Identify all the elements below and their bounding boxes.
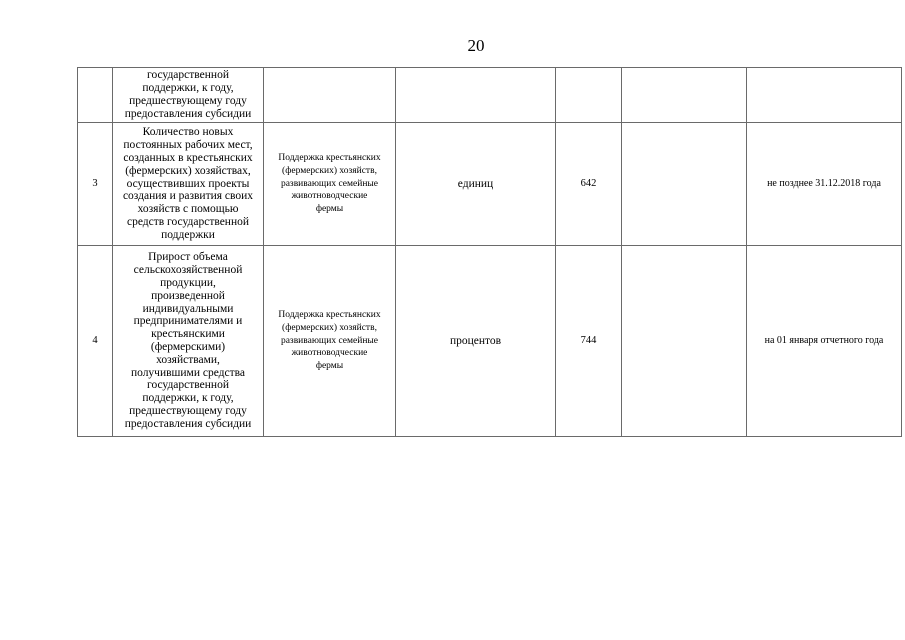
indicator-name-cell: Прирост объема сельскохозяйственной продукции, произведенной индивидуальными предпринимателями и крестьянскими (фермерскими) хозяйствами, получившими средства государственной поддержки, к году, предшествующему году предоставления субсидии	[113, 246, 264, 437]
unit-cell: процентов	[396, 246, 556, 437]
table-row	[78, 123, 902, 246]
empty-cell	[622, 123, 747, 246]
row-number-cell	[78, 68, 113, 123]
program-cell: Поддержка крестьянских (фермерских) хозяйств, развивающих семейные животноводческие фермы	[264, 246, 396, 437]
unit-cell: единиц	[396, 123, 556, 246]
deadline-cell: не позднее 31.12.2018 года	[747, 123, 902, 246]
program-cell: Поддержка крестьянских (фермерских) хозяйств, развивающих семейные животноводческие фермы	[264, 123, 396, 246]
empty-cell	[622, 246, 747, 437]
page-number: 20	[467, 36, 485, 55]
table-row	[78, 246, 902, 437]
unit-cell	[396, 68, 556, 123]
empty-cell	[622, 68, 747, 123]
indicator-table	[77, 67, 902, 437]
indicator-name-cell: Количество новых постоянных рабочих мест, созданных в крестьянских (фермерских) хозяйствах, осуществивших проекты создания и развития своих хозяйств с помощью средств государственной поддержки	[113, 123, 264, 246]
value-cell: 744	[556, 246, 622, 437]
deadline-cell: на 01 января отчетного года	[747, 246, 902, 437]
value-cell: 642	[556, 123, 622, 246]
row-number-cell: 4	[78, 246, 113, 437]
table-row	[78, 68, 902, 123]
row-number-cell: 3	[78, 123, 113, 246]
value-cell	[556, 68, 622, 123]
deadline-cell	[747, 68, 902, 123]
program-cell	[264, 68, 396, 123]
indicator-name-cell: государственной поддержки, к году, предшествующему году предоставления субсидии	[113, 68, 264, 123]
